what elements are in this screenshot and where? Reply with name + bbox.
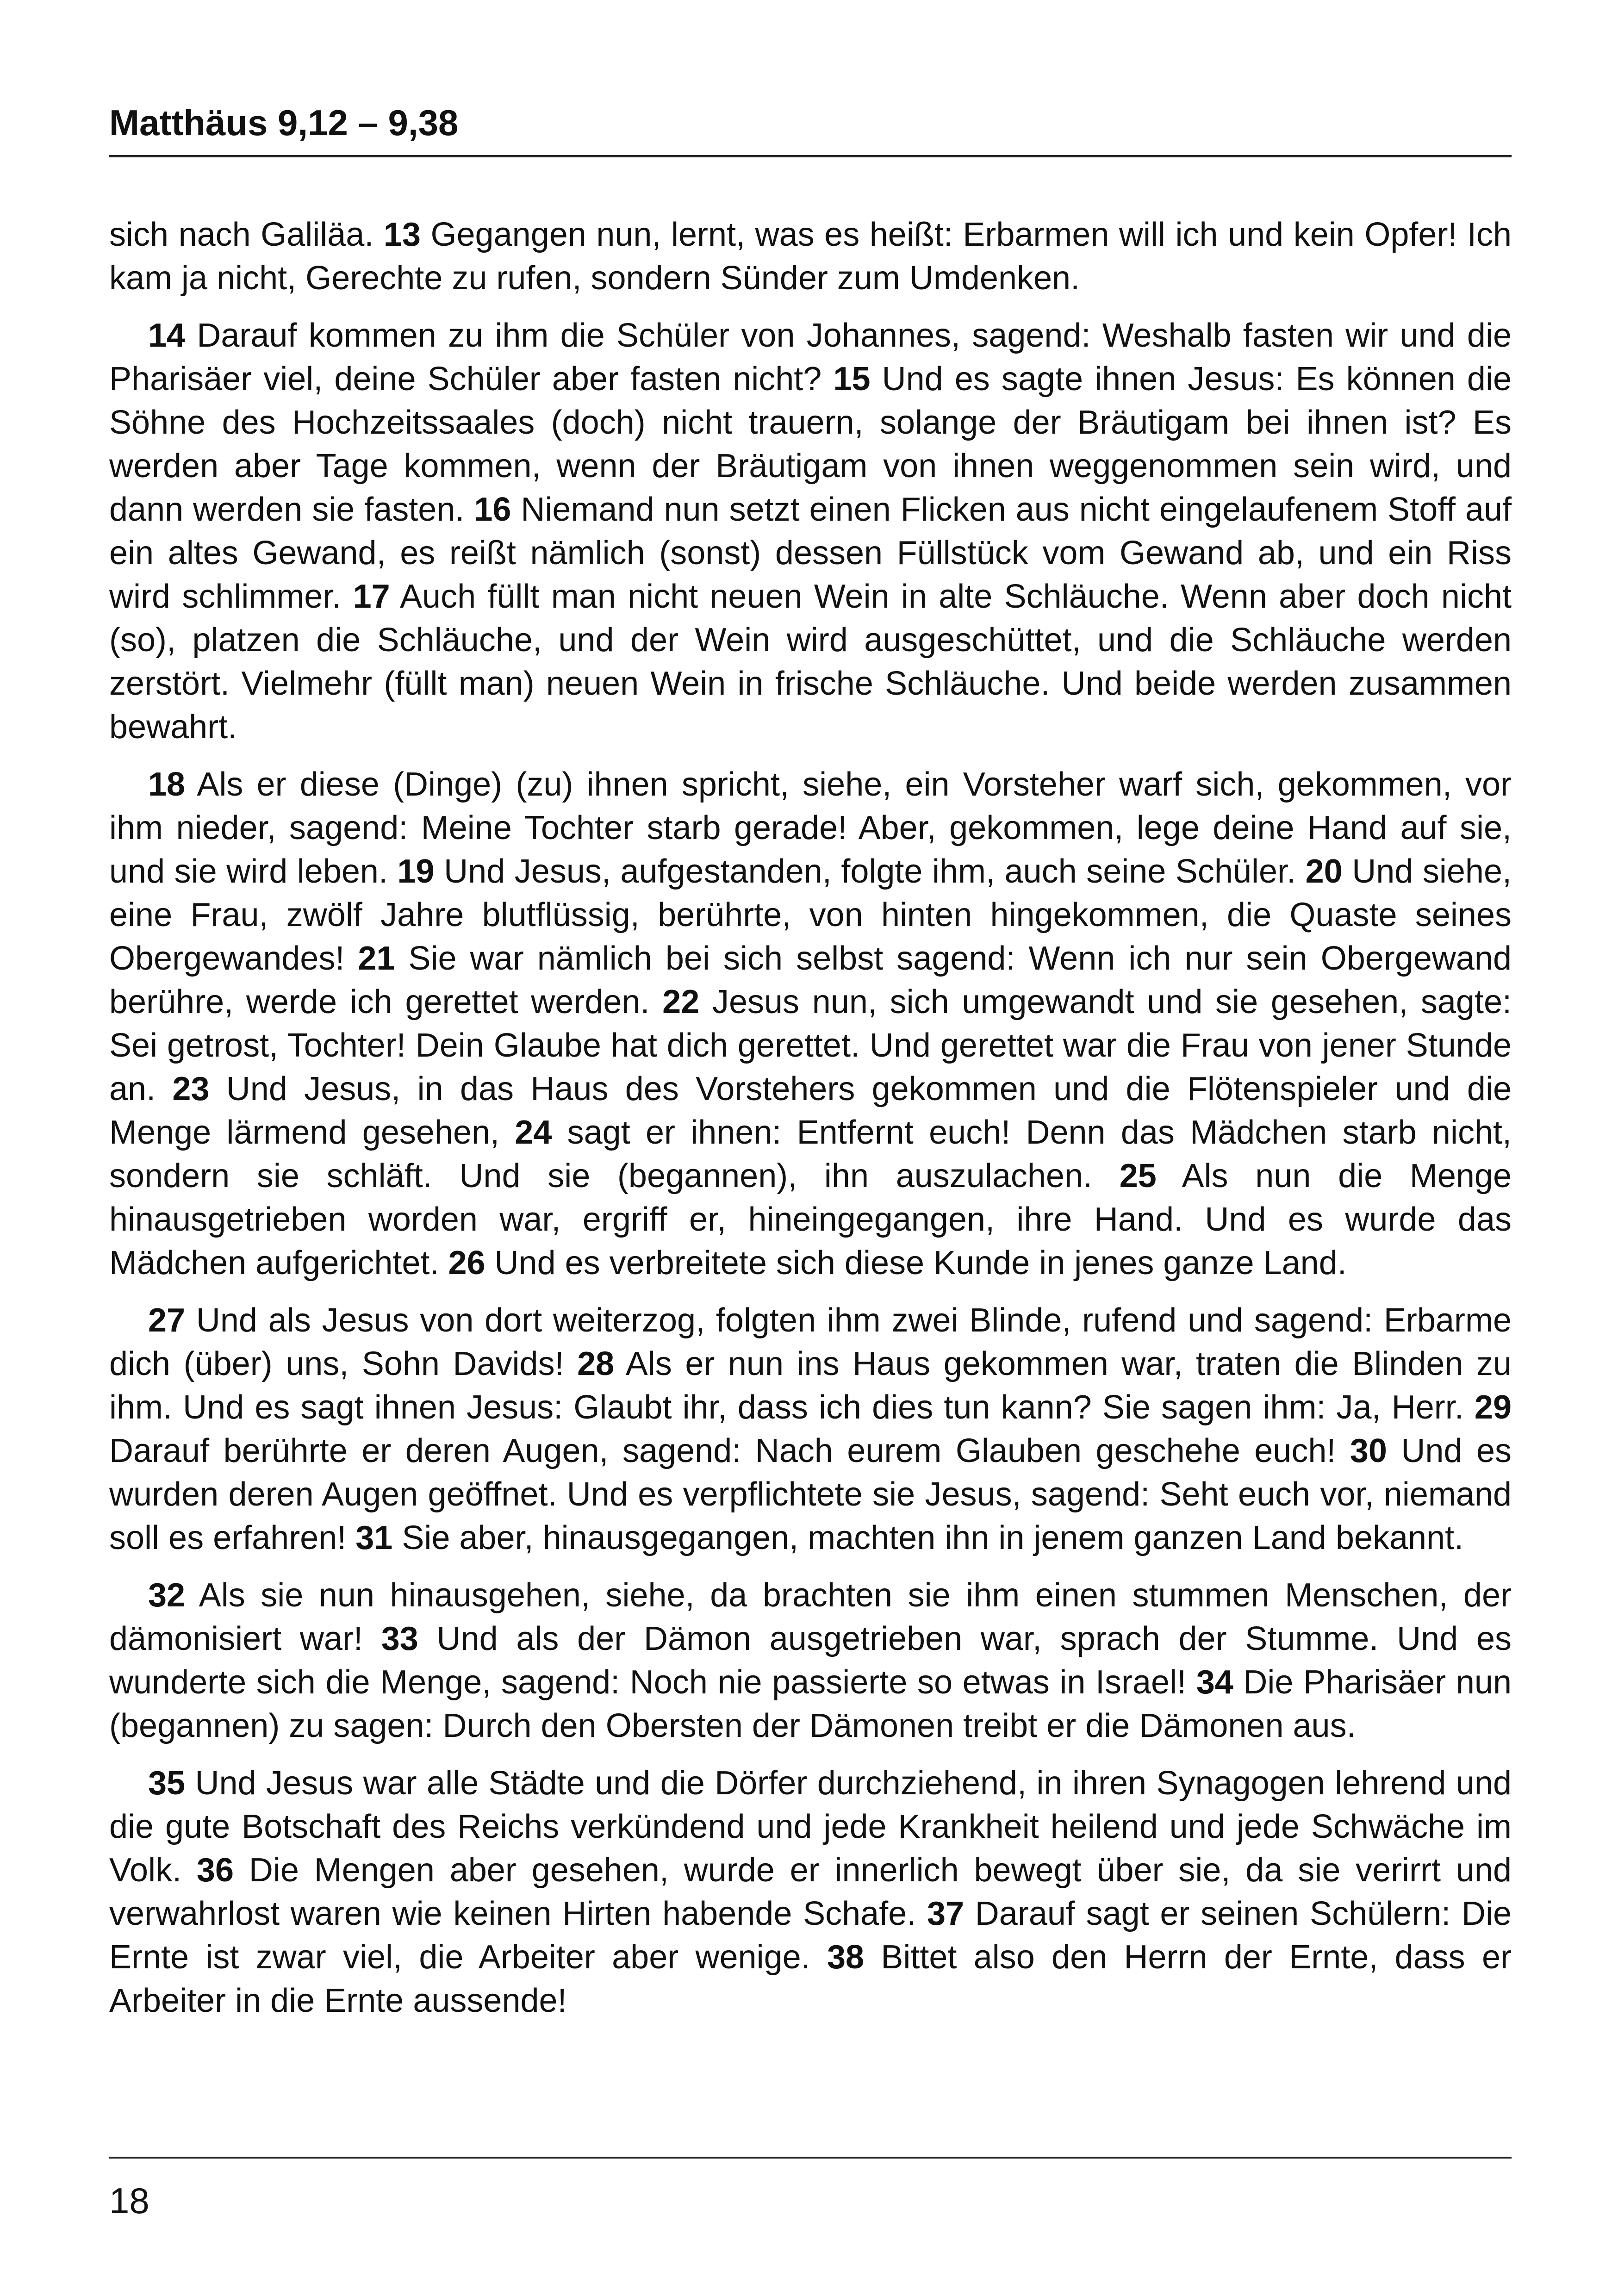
verse-number: 34 — [1196, 1664, 1233, 1701]
verse-text: Und es wurden deren Augen geöffnet. Und es verpflichtete sie Jesus, sagend: Seht euch vor, niemand soll es erfahren! — [109, 1432, 1512, 1556]
verse-text: Und als der Dämon ausgetrieben war, sprach der Stumme. Und es wunderte sich die Menge, sagend: Noch nie passierte so etwas in Israel! — [109, 1620, 1512, 1701]
verse-text: Darauf kommen zu ihm die Schüler von Johannes, sagend: Weshalb fasten wir und die Pharisäer viel, deine Schüler aber fasten nicht? — [109, 317, 1512, 398]
verse-number: 21 — [358, 940, 395, 977]
header-divider — [109, 155, 1512, 157]
verse-text: Die Mengen aber gesehen, wurde er innerlich bewegt über sie, da sie verirrt und verwahrlost waren wie keinen Hirten habende Schafe. — [109, 1852, 1512, 1932]
verse-text: Die Pharisäer nun (begannen) zu sagen: Durch den Obersten der Dämonen treibt er die Dämonen aus. — [109, 1664, 1512, 1744]
verse-number: 25 — [1119, 1157, 1157, 1195]
verse-number: 20 — [1305, 853, 1343, 890]
verse-text: Darauf berührte er deren Augen, sagend: Nach eurem Glauben geschehe euch! — [109, 1432, 1350, 1469]
verse-number: 13 — [383, 216, 421, 253]
paragraph — [109, 1574, 1512, 1748]
verse-text: Und es verbreitete sich diese Kunde in jenes ganze Land. — [485, 1244, 1347, 1282]
verse-number: 14 — [148, 317, 186, 354]
verse-number: 28 — [577, 1345, 615, 1382]
running-header — [109, 100, 1512, 146]
page-number: 18 — [109, 2180, 149, 2221]
verse-number: 27 — [148, 1302, 186, 1339]
verse-number: 17 — [353, 578, 390, 615]
verse-text: Als er nun ins Haus gekommen war, traten die Blinden zu ihm. Und es sagt ihnen Jesus: Glaubt ihr, dass ich dies tun kann? Sie sagen ihm: Ja, Herr. — [109, 1345, 1512, 1426]
verse-number: 32 — [148, 1577, 186, 1614]
paragraph — [109, 1299, 1512, 1560]
verse-number: 33 — [381, 1620, 418, 1657]
verse-number: 19 — [397, 853, 435, 890]
verse-text: sich nach Galiläa. — [109, 216, 384, 253]
verse-number: 15 — [833, 361, 871, 398]
verse-text: Sie aber, hinausgegangen, machten ihn in jenem ganzen Land bekannt. — [392, 1519, 1464, 1556]
verse-text: Und Jesus war alle Städte und die Dörfer durchziehend, in ihren Synagogen lehrend und die gute Botschaft des Reichs verkündend und jede Krankheit heilend und jede Schwäche im Volk. — [109, 1765, 1512, 1889]
verse-text: Auch füllt man nicht neuen Wein in alte Schläuche. Wenn aber doch nicht (so), platzen die Schläuche, und der Wein wird ausgeschüttet, und die Schläuche werden zerstört. Vielmehr (füllt man) neuen Wein in frische Schläuche. Und beide werden zusammen bewahrt. — [109, 578, 1512, 746]
verse-text: Niemand nun setzt einen Flicken aus nicht eingelaufenem Stoff auf ein altes Gewand, es reißt nämlich (sonst) dessen Füllstück vom Gewand ab, und ein Riss wird schlimmer. — [109, 491, 1512, 615]
verse-number: 26 — [448, 1244, 485, 1282]
verse-number: 36 — [196, 1852, 234, 1889]
verse-number: 31 — [355, 1519, 393, 1556]
verse-text: Und als Jesus von dort weiterzog, folgten ihm zwei Blinde, rufend und sagend: Erbarme dich (über) uns, Sohn Davids! — [109, 1302, 1512, 1382]
verse-text: Gegangen nun, lernt, was es heißt: Erbarmen will ich und kein Opfer! Ich kam ja nicht, Gerechte zu rufen, sondern Sünder zum Umdenken. — [109, 216, 1512, 297]
verse-text: Und Jesus, aufgestanden, folgte ihm, auch seine Schüler. — [434, 853, 1306, 890]
footer-divider — [109, 2157, 1512, 2159]
verse-number: 16 — [474, 491, 511, 528]
paragraph — [109, 314, 1512, 749]
verse-text: Jesus nun, sich umgewandt und sie gesehen, sagte: Sei getrost, Tochter! Dein Glaube hat dich gerettet. Und gerettet war die Frau von jener Stunde an. — [109, 983, 1512, 1108]
paragraph — [109, 213, 1512, 300]
paragraph — [109, 763, 1512, 1285]
verse-number: 22 — [662, 983, 700, 1020]
scripture-text — [109, 213, 1512, 2036]
verse-number: 38 — [827, 1939, 865, 1976]
verse-text: Als er diese (Dinge) (zu) ihnen spricht, siehe, ein Vorsteher warf sich, gekommen, vor ihm nieder, sagend: Meine Tochter starb gerade! Aber, gekommen, lege deine Hand auf sie, und sie wird leben. — [109, 766, 1512, 890]
verse-text: Und Jesus, in das Haus des Vorstehers gekommen und die Flötenspieler und die Menge lärmend gesehen, — [109, 1070, 1512, 1151]
verse-number: 29 — [1474, 1389, 1512, 1426]
verse-text: Als sie nun hinausgehen, siehe, da brachten sie ihm einen stummen Menschen, der dämonisiert war! — [109, 1577, 1512, 1657]
verse-number: 35 — [148, 1765, 186, 1802]
verse-text: Darauf sagt er seinen Schülern: Die Ernte ist zwar viel, die Arbeiter aber wenige. — [109, 1895, 1512, 1976]
verse-text: sagt er ihnen: Entfernt euch! Denn das Mädchen starb nicht, sondern sie schläft. Und sie (begannen), ihn auszulachen. — [109, 1114, 1512, 1195]
verse-text: Als nun die Menge hinausgetrieben worden war, ergriff er, hineingegangen, ihre Hand. Und es wurde das Mädchen aufgerichtet. — [109, 1157, 1512, 1282]
verse-text: Bittet also den Herrn der Ernte, dass er Arbeiter in die Ernte aussende! — [109, 1939, 1512, 2019]
verse-number: 37 — [927, 1895, 965, 1932]
verse-number: 18 — [148, 766, 186, 803]
verse-text: Und siehe, eine Frau, zwölf Jahre blutflüssig, berührte, von hinten hingekommen, die Quaste seines Obergewandes! — [109, 853, 1512, 977]
header-title: Matthäus 9,12 – 9,38 — [109, 102, 459, 143]
paragraph — [109, 1761, 1512, 2022]
verse-text: Und es sagte ihnen Jesus: Es können die Söhne des Hochzeitssaales (doch) nicht trauern, solange der Bräutigam bei ihnen ist? Es werden aber Tage kommen, wenn der Bräutigam von ihnen weggenommen sein wird, und dann werden sie fasten. — [109, 361, 1512, 528]
verse-number: 30 — [1350, 1432, 1387, 1469]
verse-number: 24 — [515, 1114, 552, 1151]
verse-text: Sie war nämlich bei sich selbst sagend: Wenn ich nur sein Obergewand berühre, werde ich gerettet werden. — [109, 940, 1512, 1020]
verse-number: 23 — [172, 1070, 210, 1108]
